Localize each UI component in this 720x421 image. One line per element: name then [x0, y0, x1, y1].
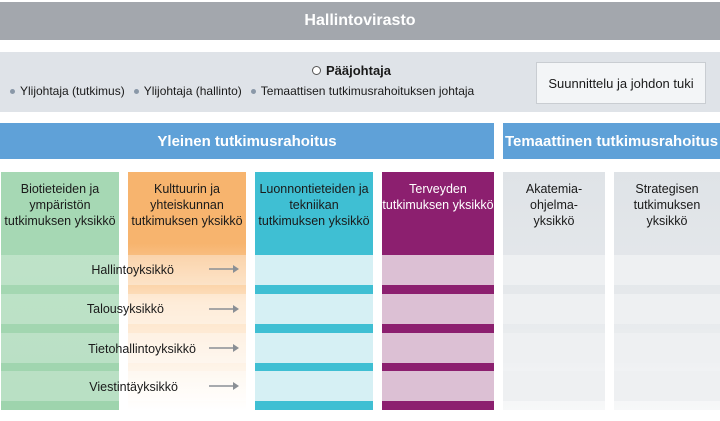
general-funding-header: [0, 123, 494, 159]
admin-unit-band: [382, 333, 494, 363]
admin-unit-band: [382, 255, 494, 285]
director-circle-icon: [312, 66, 321, 75]
director-row: [312, 63, 391, 78]
thematic-funding-label: Temaattinen tutkimusrahoitus: [504, 132, 719, 150]
director-label: Pääjohtaja: [326, 63, 392, 78]
arrow-right-icon: [208, 343, 240, 353]
unit-label: Luonnontieteiden ja tekniikan tutkimuksen yksikkö: [258, 182, 370, 228]
admin-unit-band: [614, 333, 720, 363]
unit-label: Biotieteiden ja ympäristön tutkimuksen yksikkö: [4, 182, 116, 228]
general-funding-label: Yleinen tutkimusrahoitus: [157, 132, 337, 150]
deputy-label: Ylijohtaja (tutkimus): [20, 84, 125, 98]
unit-label: Strategisen tutkimuksen yksikkö: [633, 182, 701, 228]
bullet-icon: [10, 89, 15, 94]
deputy-label: Temaattisen tutkimusrahoituksen johtaja: [260, 84, 475, 98]
arrow-right-icon: [208, 381, 240, 391]
arrow-right-icon: [208, 264, 240, 274]
deputies-row: [10, 84, 483, 98]
arrow-right-icon: [208, 304, 240, 314]
admin-unit-band: [614, 255, 720, 285]
admin-unit-band: [255, 371, 373, 401]
admin-unit-band: [382, 371, 494, 401]
admin-unit-band: [255, 333, 373, 363]
admin-unit-label: Tietohallintoyksikkö: [88, 342, 196, 356]
admin-unit-band: [255, 255, 373, 285]
admin-unit-label: Talousyksikkö: [86, 302, 164, 316]
deputy-label: Ylijohtaja (hallinto): [143, 84, 242, 98]
admin-unit-band: [503, 333, 605, 363]
admin-unit-band: [503, 294, 605, 324]
unit-label: Kulttuurin ja yhteiskunnan tutkimuksen yksikkö: [131, 182, 243, 228]
planning-support-box: [536, 62, 706, 104]
deputy-administration: [134, 84, 242, 98]
planning-support-label: Suunnittelu ja johdon tuki: [548, 75, 694, 91]
agency-banner: [0, 2, 720, 40]
admin-unit-band: [503, 255, 605, 285]
admin-unit-label: Viestintäyksikkö: [89, 380, 178, 394]
deputy-research: [10, 84, 125, 98]
thematic-funding-header: [503, 123, 720, 159]
admin-unit-band: [382, 294, 494, 324]
agency-title: Hallintovirasto: [304, 12, 416, 29]
admin-unit-band: [503, 371, 605, 401]
admin-unit-band: [614, 371, 720, 401]
admin-unit-band: [614, 294, 720, 324]
admin-unit-label: Hallintoyksikkö: [91, 263, 174, 277]
bullet-icon: [134, 89, 139, 94]
admin-unit-band: [255, 294, 373, 324]
deputy-thematic: [251, 84, 474, 98]
unit-label: Akatemia-ohjelma-yksikkö: [525, 182, 583, 228]
bullet-icon: [251, 89, 256, 94]
unit-label: Terveyden tutkimuksen yksikkö: [382, 182, 494, 212]
